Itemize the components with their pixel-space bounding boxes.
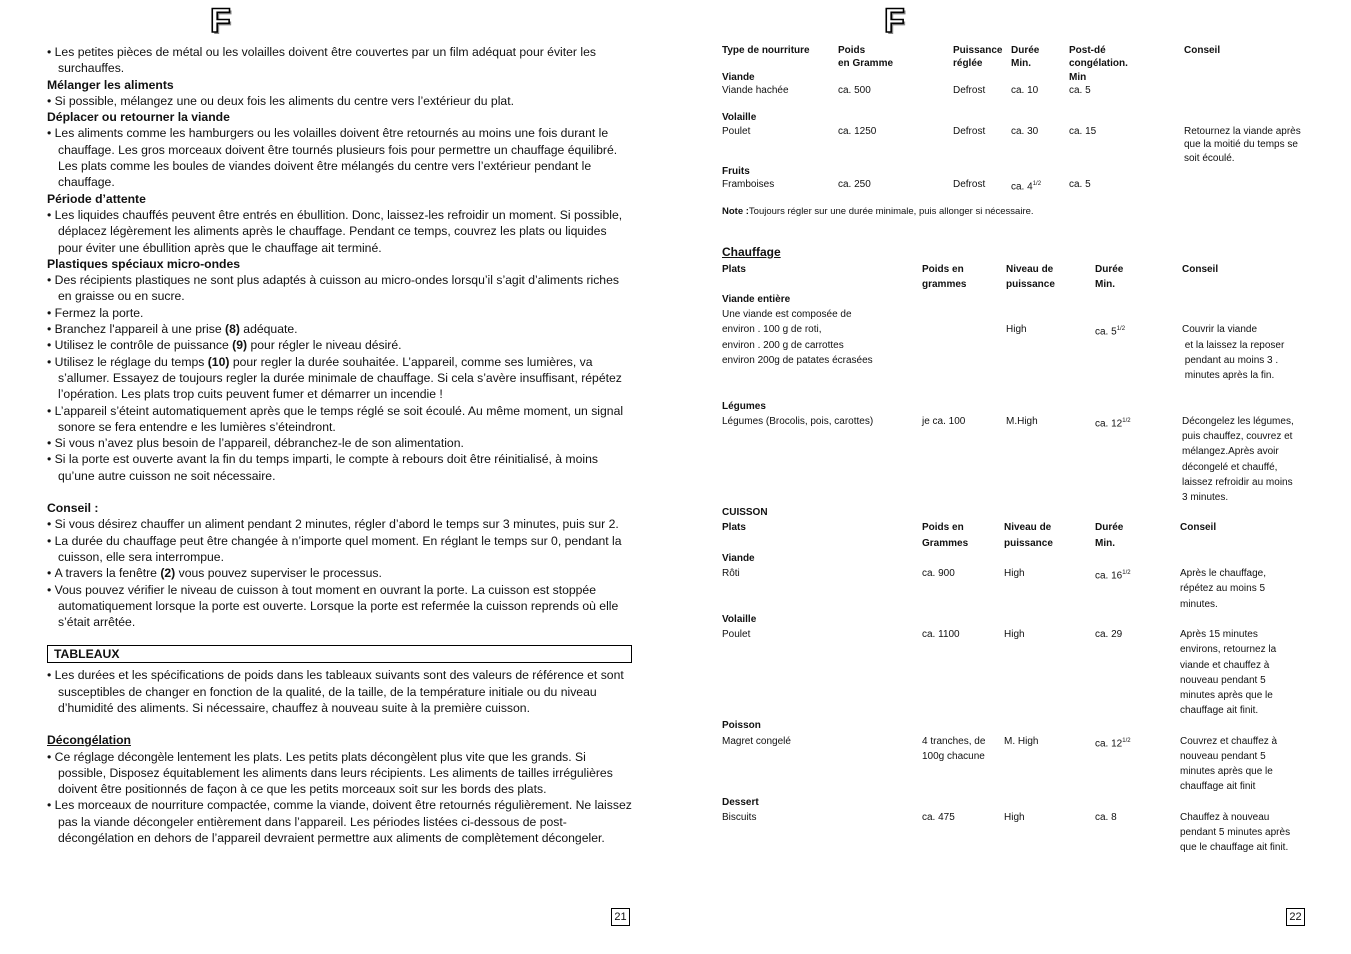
tableaux-heading: TABLEAUX bbox=[47, 645, 632, 663]
left-page-text bbox=[47, 44, 632, 846]
table-cell: pendant 5 minutes après bbox=[1180, 827, 1291, 838]
section-heading: Mélanger les aliments bbox=[47, 77, 174, 92]
table-cell: Décongelez les légumes, bbox=[1182, 416, 1294, 427]
table-cell: Retournez la viande après bbox=[1184, 126, 1301, 137]
table-cell: ca. 475 bbox=[922, 812, 955, 823]
table-cell: nouveau pendant 5 bbox=[1180, 675, 1266, 686]
table-cell: Couvrez et chauffez à bbox=[1180, 736, 1278, 747]
col-header: Post-dé bbox=[1069, 45, 1106, 56]
col-header: en Gramme bbox=[838, 58, 894, 69]
category-label: Fruits bbox=[722, 166, 750, 177]
table-cell: environs, retournez la bbox=[1180, 644, 1277, 655]
table-cell: 4 tranches, de bbox=[922, 736, 986, 747]
col-header: grammes bbox=[922, 279, 967, 290]
section-heading: Période d’attente bbox=[47, 191, 146, 206]
col-header: Poids bbox=[838, 45, 866, 56]
table-cell: High bbox=[1004, 568, 1025, 579]
page-number-left: 21 bbox=[611, 908, 630, 926]
table-cell: 3 minutes. bbox=[1182, 492, 1229, 503]
table-cell: que la moitié du temps se bbox=[1184, 139, 1298, 150]
table-cell: environ . 100 g de roti, bbox=[722, 324, 822, 335]
col-header: Plats bbox=[722, 264, 746, 275]
cuisson-title: CUISSON bbox=[722, 507, 768, 518]
table-cell: minutes. bbox=[1180, 599, 1218, 610]
category-label: Viande bbox=[722, 72, 755, 83]
table-cell: ca. 30 bbox=[1011, 126, 1039, 137]
table-cell: je ca. 100 bbox=[922, 416, 966, 427]
table-cell: Après 15 minutes bbox=[1180, 629, 1258, 640]
category-label: Viande entière bbox=[722, 294, 791, 305]
col-header: Conseil bbox=[1182, 264, 1219, 275]
list-item: • Fermez la porte. bbox=[47, 305, 632, 321]
table-cell: ca. 29 bbox=[1095, 629, 1123, 640]
table-cell: ca. $16^{1/2}$ bbox=[1095, 570, 1131, 582]
col-header: congélation. bbox=[1069, 58, 1128, 69]
table-cell: ca. 15 bbox=[1069, 126, 1097, 137]
table-cell: environ . 200 g de carrottes bbox=[722, 340, 844, 351]
col-header: Durée bbox=[1095, 264, 1124, 275]
col-header: Poids en bbox=[922, 264, 964, 275]
list-item: • Si vous désirez chauffer un aliment pendant 2 minutes, régler d’abord le temps sur 3 minutes, puis sur 2. bbox=[47, 516, 632, 532]
table-cell: répétez au moins 5 bbox=[1180, 583, 1266, 594]
table-cell: viande et chauffez à bbox=[1180, 660, 1270, 671]
table-cell: Chauffez à nouveau bbox=[1180, 812, 1270, 823]
list-item: • Utilisez le contrôle de puissance (9) pour régler le niveau désiré. bbox=[47, 337, 632, 353]
table-cell: soit écoulé. bbox=[1184, 153, 1235, 164]
table-cell: minutes après que le bbox=[1180, 766, 1273, 777]
table-cell: Une viande est composée de bbox=[722, 309, 852, 320]
list-item: • L’appareil s’éteint automatiquement après que le temps réglé se soit écoulé. Au même moment, un signal sonore se fera entendre e les lumières s’éteindront. bbox=[47, 403, 632, 436]
table-cell: ca. 250 bbox=[838, 179, 871, 190]
table-cell: Poulet bbox=[722, 126, 751, 137]
table-cell: Defrost bbox=[953, 126, 986, 137]
col-header: Poids en bbox=[922, 522, 964, 533]
table-cell: ca. $12^{1/2}$ bbox=[1095, 738, 1131, 750]
table-cell: Rôti bbox=[722, 568, 740, 579]
table-cell: Magret congelé bbox=[722, 736, 791, 747]
col-header: puissance bbox=[1004, 538, 1053, 549]
category-label: Poisson bbox=[722, 720, 761, 731]
table-cell: Biscuits bbox=[722, 812, 757, 823]
col-header: réglée bbox=[953, 58, 983, 69]
table-cell: décongelé et chauffé, bbox=[1182, 462, 1278, 473]
table-cell: ca. $4^{1/2}$ bbox=[1011, 181, 1042, 193]
list-item: • Des récipients plastiques ne sont plus adaptés à cuisson au micro-ondes lorsqu’il s’agit d’aliments riches en graisse ou en sucre. bbox=[47, 272, 632, 305]
table-cell: 100g chacune bbox=[922, 751, 985, 762]
section-heading: Plastiques spéciaux micro-ondes bbox=[47, 256, 241, 271]
section-heading: Conseil : bbox=[47, 501, 99, 516]
table-cell: High bbox=[1004, 812, 1025, 823]
note: Note :Toujours régler sur une durée minimale, puis allonger si nécessaire. bbox=[722, 206, 1034, 217]
list-item: • A travers la fenêtre (2) vous pouvez superviser le processus. bbox=[47, 565, 632, 581]
table-cell: ca. 5 bbox=[1069, 85, 1091, 96]
col-header: Conseil bbox=[1184, 45, 1221, 56]
table-cell: High bbox=[1004, 629, 1025, 640]
section-heading: Décongélation bbox=[47, 733, 131, 748]
list-item: • La durée du chauffage peut être changée à n’importe quel moment. En réglant le temps sur 0, pendant la cuisson, elle sera interrompue. bbox=[47, 533, 632, 566]
list-item: • Si la porte est ouverte avant la fin du temps imparti, le compte à rebours doit être réinitialisé, à moins qu’une autre cuisson ne soit nécessaire. bbox=[47, 451, 632, 484]
table-cell: ca. 500 bbox=[838, 85, 871, 96]
col-header: Min. bbox=[1095, 279, 1115, 290]
table-cell: Viande hachée bbox=[722, 85, 789, 96]
col-header: Min. bbox=[1011, 58, 1031, 69]
list-item: • Ce réglage décongèle lentement les plats. Les petits plats décongèlent plus vite que les grands. Si possible, Disposez équitablement les aliments dans leurs récipients. Les aliments de tailles irrégulières doivent être positionnés de façon à ce que les petits morceaux soit sur les bords des plats. bbox=[47, 749, 632, 798]
table-cell: ca. 5 bbox=[1069, 179, 1091, 190]
table-cell: M.High bbox=[1006, 416, 1038, 427]
table-cell: laissez refroidir au moins bbox=[1182, 477, 1293, 488]
table-cell: nouveau pendant 5 bbox=[1180, 751, 1266, 762]
table-cell: chauffage ait finit. bbox=[1180, 705, 1259, 716]
table-cell: Framboises bbox=[722, 179, 775, 190]
list-item: • Si possible, mélangez une ou deux fois les aliments du centre vers l’extérieur du plat. bbox=[47, 93, 632, 109]
table-cell: pendant au moins 3 . bbox=[1182, 355, 1279, 366]
table-cell: minutes après la fin. bbox=[1182, 370, 1275, 381]
list-item: • Les durées et les spécifications de poids dans les tableaux suivants sont des valeurs de référence et sont susceptibles de changer en fonction de la qualité, de la taille, de la température initiale ou du niveau d’humidité des aliments. Si nécessaire, chauffez à nouveau suite à la première cuisson. bbox=[47, 667, 632, 716]
col-header: Min. bbox=[1095, 538, 1115, 549]
list-item: • Les petites pièces de métal ou les volailles doivent être couvertes par un film adéquat pour éviter les surchauffes. bbox=[47, 44, 632, 77]
table-cell: environ 200g de patates écrasées bbox=[722, 355, 873, 366]
col-header: Grammes bbox=[922, 538, 969, 549]
table-cell: ca. 1100 bbox=[922, 629, 960, 640]
list-item: • Les aliments comme les hamburgers ou les volailles doivent être retournés au moins une fois durant le chauffage. Les gros morceaux doivent être tournés plusieurs fois pour permettre un chauffage équilibré. Les plats comme les boules de viandes doivent être mélangés du centre vers l’extérieur pendant le chauffage. bbox=[47, 125, 632, 190]
col-header: Plats bbox=[722, 522, 746, 533]
table-cell: High bbox=[1006, 324, 1027, 335]
list-item: • Vous pouvez vérifier le niveau de cuisson à tout moment en ouvrant la porte. La cuisson est stoppée automatiquement lorsque la porte est ouverte. Lorsque la porte est refermée la cuisson reprends où elle s’était arrêtée. bbox=[47, 582, 632, 631]
table-cell: mélangez.Après avoir bbox=[1182, 446, 1279, 457]
category-label: Viande bbox=[722, 553, 755, 564]
col-header: Durée bbox=[1011, 45, 1040, 56]
table-cell: ca. 8 bbox=[1095, 812, 1117, 823]
category-label: Volaille bbox=[722, 614, 757, 625]
col-header: Puissance bbox=[953, 45, 1003, 56]
table-cell: ca. $5^{1/2}$ bbox=[1095, 326, 1126, 338]
table-cell: que le chauffage ait finit. bbox=[1180, 842, 1289, 853]
list-item: • Branchez l'appareil à une prise (8) adéquate. bbox=[47, 321, 632, 337]
table-cell: ca. $12^{1/2}$ bbox=[1095, 418, 1131, 430]
page-letter-left: F bbox=[210, 2, 231, 40]
table-cell: Defrost bbox=[953, 85, 986, 96]
table-cell: Couvrir la viande bbox=[1182, 324, 1258, 335]
table-cell: M. High bbox=[1004, 736, 1039, 747]
list-item: • Si vous n’avez plus besoin de l’appareil, débranchez-le de son alimentation. bbox=[47, 435, 632, 451]
table-cell: chauffage ait finit bbox=[1180, 781, 1256, 792]
table-cell: ca. 10 bbox=[1011, 85, 1039, 96]
col-header: Niveau de bbox=[1004, 522, 1052, 533]
table-cell: Après le chauffage, bbox=[1180, 568, 1266, 579]
table-cell: ca. 900 bbox=[922, 568, 955, 579]
col-header: puissance bbox=[1006, 279, 1055, 290]
list-item: • Utilisez le réglage du temps (10) pour regler la durée souhaitée. L’appareil, comme ses lumières, va s’allumer. Essayez de toujours regler la durée minimale de chauffage. Si cela s’avère insuffisant, répétez l’opération. Les plats trop cuits peuvent fumer et démarrer un incendie ! bbox=[47, 354, 632, 403]
col-header: Niveau de bbox=[1006, 264, 1054, 275]
category-label: Dessert bbox=[722, 797, 759, 808]
page-number-right: 22 bbox=[1286, 908, 1305, 926]
table-cell: Defrost bbox=[953, 179, 986, 190]
category-label: Volaille bbox=[722, 112, 757, 123]
category-label: Légumes bbox=[722, 401, 766, 412]
list-item: • Les morceaux de nourriture compactée, comme la viande, doivent être retournés régulièrement. Ne laissez pas la viande décongeler entièrement dans l’appareil. Les périodes listées ci-dessous de post-décongélation en dehors de l’appareil devraient permettre aux aliments de complètement décongeler. bbox=[47, 797, 632, 846]
col-header: Min bbox=[1069, 72, 1087, 83]
table-cell: minutes après que le bbox=[1180, 690, 1273, 701]
chauffage-title: Chauffage bbox=[722, 245, 781, 259]
section-heading: Déplacer ou retourner la viande bbox=[47, 110, 230, 125]
table-cell: puis chauffez, couvrez et bbox=[1182, 431, 1293, 442]
table-cell: ca. 1250 bbox=[838, 126, 877, 137]
table-cell: et la laissez la reposer bbox=[1182, 340, 1285, 351]
col-header: Type de nourriture bbox=[722, 45, 810, 56]
list-item: • Les liquides chauffés peuvent être entrés en ébullition. Donc, laissez-les refroidir un moment. Si possible, déplacez légèrement les aliments après le chauffage. Pendant ce temps, couvrez les plats ou liquides pour éviter une ébullition après que le chauffage ait terminé. bbox=[47, 207, 632, 256]
table-cell: Poulet bbox=[722, 629, 751, 640]
col-header: Durée bbox=[1095, 522, 1124, 533]
col-header: Conseil bbox=[1180, 522, 1217, 533]
page-letter-right: F bbox=[884, 2, 905, 40]
table-cell: Légumes (Brocolis, pois, carottes) bbox=[722, 416, 874, 427]
